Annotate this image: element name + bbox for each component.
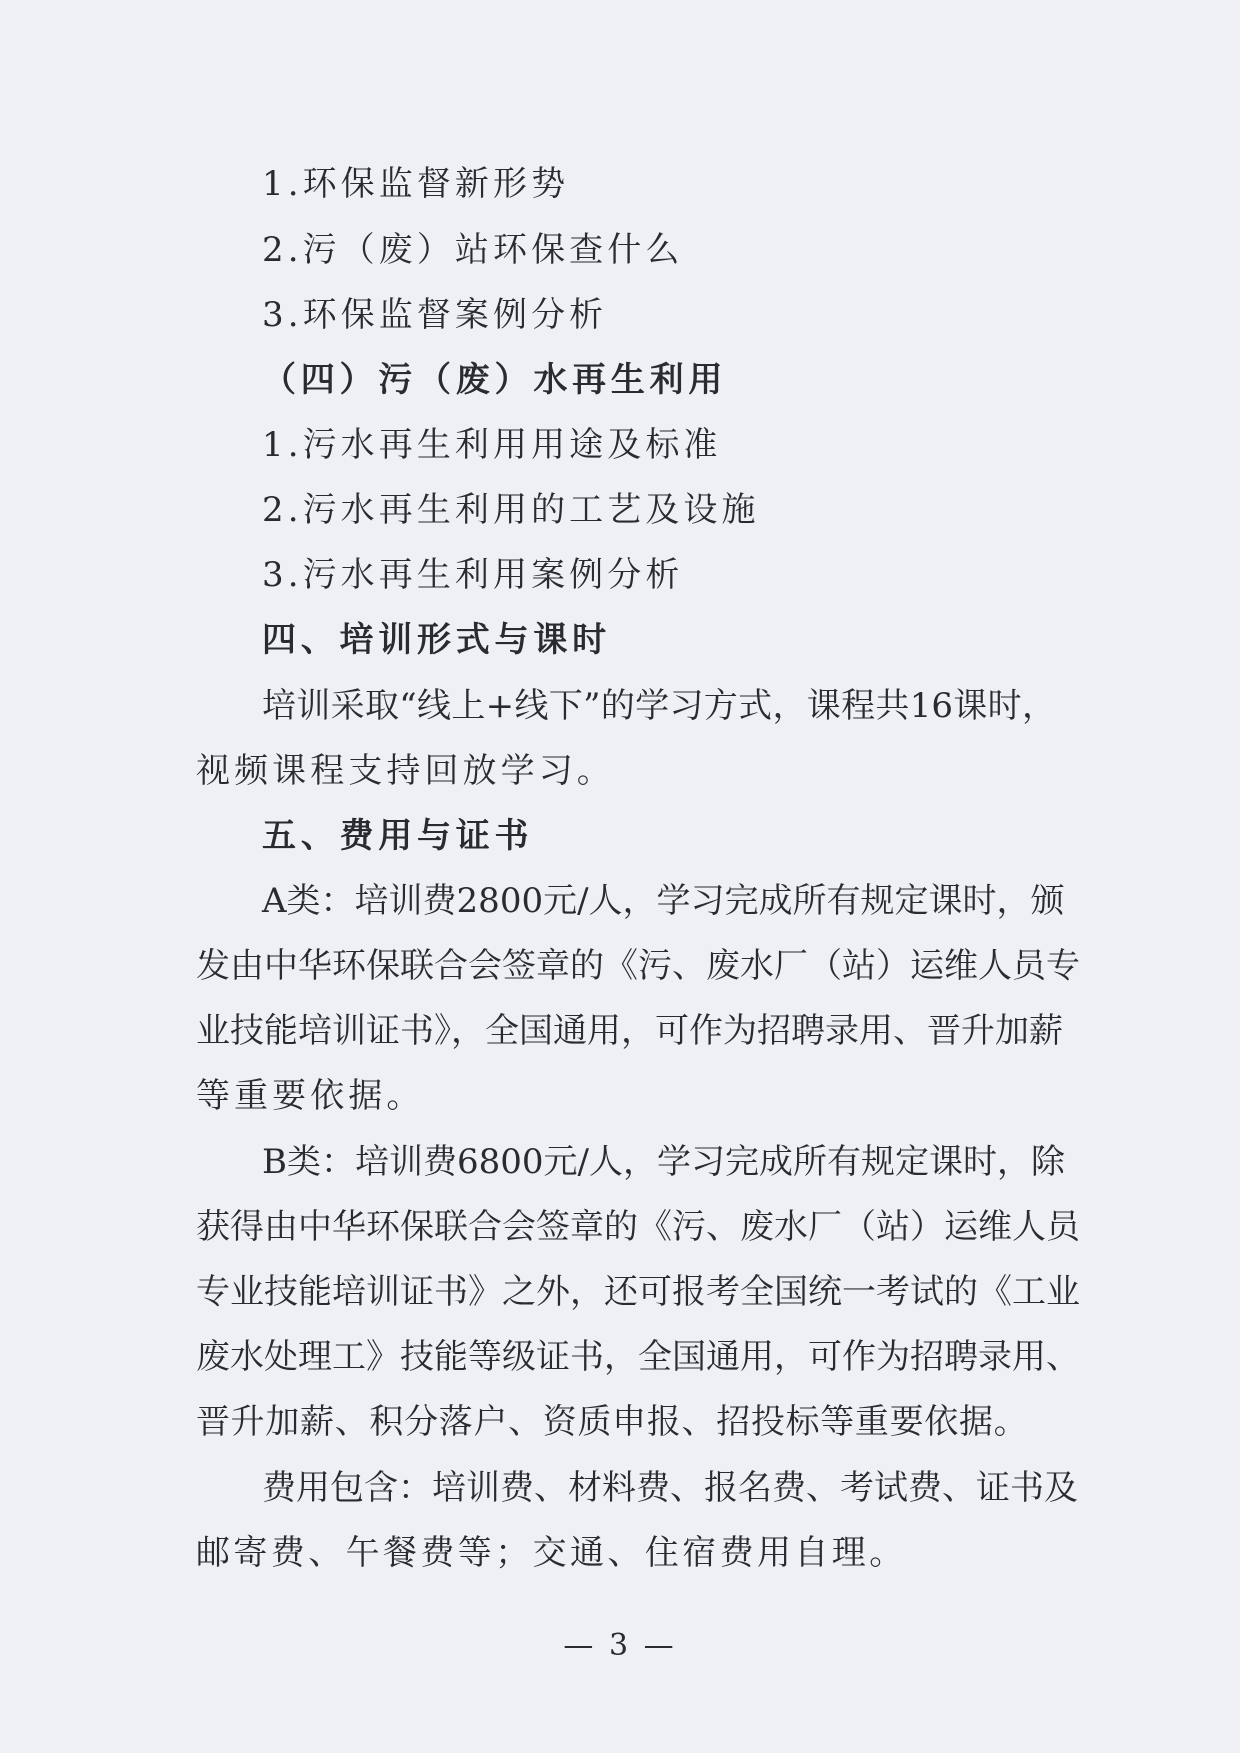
paragraph-format-line-2: 视频课程支持回放学习。 bbox=[196, 751, 615, 791]
paragraph-a-line-1: A类：培训费2800元/人，学习完成所有规定课时，颁 bbox=[262, 881, 1065, 921]
paragraph-b-line-5: 晋升加薪、积分落户、资质申报、招投标等重要依据。 bbox=[196, 1402, 1029, 1442]
paragraph-b-line-1: B类：培训费6800元/人，学习完成所有规定课时，除 bbox=[262, 1142, 1065, 1182]
outline-item-1-1: 1.环保监督新形势 bbox=[262, 164, 570, 204]
paragraph-a-line-3: 业技能培训证书》，全国通用，可作为招聘录用、晋升加薪 bbox=[196, 1011, 1063, 1051]
subsection-heading-4: （四）污（废）水再生利用 bbox=[262, 360, 728, 400]
paragraph-a-line-4: 等重要依据。 bbox=[196, 1076, 425, 1116]
outline-item-2-1: 1.污水再生利用用途及标准 bbox=[262, 425, 722, 465]
paragraph-fees-line-1: 费用包含：培训费、材料费、报名费、考试费、证书及 bbox=[262, 1468, 1078, 1508]
outline-item-2-3: 3.污水再生利用案例分析 bbox=[262, 555, 684, 595]
paragraph-b-line-4: 废水处理工》技能等级证书，全国通用，可作为招聘录用、 bbox=[196, 1337, 1080, 1377]
section-heading-4: 四、培训形式与课时 bbox=[262, 620, 611, 660]
paragraph-b-line-2: 获得由中华环保联合会签章的《污、废水厂（站）运维人员 bbox=[196, 1207, 1080, 1247]
paragraph-fees-line-2: 邮寄费、午餐费等；交通、住宿费用自理。 bbox=[196, 1533, 907, 1573]
page-number: — 3 — bbox=[563, 1628, 677, 1663]
outline-item-1-2: 2.污（废）站环保查什么 bbox=[262, 230, 684, 270]
paragraph-a-line-2: 发由中华环保联合会签章的《污、废水厂（站）运维人员专 bbox=[196, 946, 1080, 986]
outline-item-2-2: 2.污水再生利用的工艺及设施 bbox=[262, 490, 760, 530]
paragraph-format-line-1: 培训采取“线上+线下”的学习方式，课程共16课时， bbox=[262, 686, 1056, 726]
outline-item-1-3: 3.环保监督案例分析 bbox=[262, 295, 608, 335]
section-heading-5: 五、费用与证书 bbox=[262, 816, 534, 856]
paragraph-b-line-3: 专业技能培训证书》之外，还可报考全国统一考试的《工业 bbox=[196, 1272, 1080, 1312]
